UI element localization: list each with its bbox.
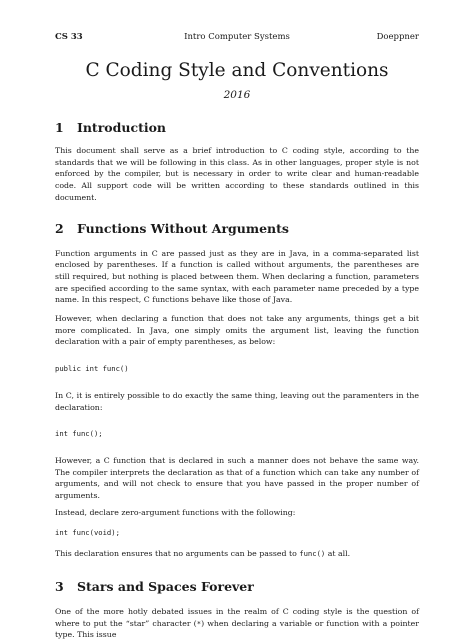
- paragraph: Function arguments in C are passed just as they are in Java, in a comma-separated list enclosed by parentheses. If a function is called without arguments, the parentheses are still required, but nothing is placed between them. When declaring a function, parameters are specified according to the same syntax, with each parameter name preceded by a type name. In this respect, C functions behave like those of Java.: [55, 248, 419, 305]
- section-title: Stars and Spaces Forever: [77, 578, 254, 594]
- header-course: CS 33: [55, 32, 83, 42]
- section-number: 1: [55, 120, 64, 135]
- paragraph: However, when declaring a function that does not take any arguments, things get a bit more complicated. In Java, one simply omits the argument list, leaving the function declaration with a pair of empty parentheses, as below:: [55, 314, 419, 347]
- paragraph: However, a C function that is declared in such a manner does not behave the same way. The compiler interprets the declaration as that of a function which can take any number of arguments, and will not check to ensure that you have passed in the proper number of arguments.: [55, 455, 419, 501]
- header-instructor: Doeppner: [376, 32, 419, 42]
- section-number: 3: [55, 578, 64, 594]
- section-heading-stars-and-spaces: [55, 579, 419, 595]
- section-heading-introduction: [55, 120, 419, 136]
- running-header: [55, 30, 419, 44]
- paragraph-text: ) when declaring a variable or function with a pointer type. This issue: [55, 618, 419, 640]
- paragraph: This document shall serve as a brief introduction to C coding style, according to the standards that we will be following in this class. As in other languages, proper style is not enforced by the compiler, but is necessary in order to write clear and human-readable code. All support code will be written according to these standards outlined in this document.: [55, 146, 419, 202]
- code-block: public int func(): [55, 364, 129, 374]
- paragraph: In C, it is entirely possible to do exactly the same thing, leaving out the paramenters in the declaration:: [55, 390, 419, 412]
- header-course-title: Intro Computer Systems: [184, 32, 290, 42]
- paragraph: [55, 606, 419, 641]
- section-title: Functions Without Arguments: [77, 220, 289, 236]
- paragraph-text: at all.: [325, 549, 351, 559]
- document-year: 2016: [223, 89, 251, 101]
- section-number: 2: [55, 220, 64, 236]
- code-block: int func();: [55, 429, 103, 439]
- section-title: Introduction: [77, 120, 167, 135]
- paragraph-text: This declaration ensures that no arguments can be passed to: [55, 549, 300, 559]
- paragraph-text: One of the more hotly debated issues in the realm of C coding style is the question of where to put the “star” character (: [55, 606, 419, 628]
- inline-code: func(): [299, 549, 326, 559]
- paragraph: Instead, declare zero-argument functions with the following:: [55, 507, 296, 517]
- code-block: int func(void);: [55, 528, 120, 538]
- inline-code: *: [196, 618, 202, 628]
- section-heading-functions-without-arguments: [55, 221, 419, 237]
- document-page: [55, 30, 419, 641]
- document-title: C Coding Style and Conventions: [85, 60, 389, 81]
- paragraph: [55, 548, 419, 560]
